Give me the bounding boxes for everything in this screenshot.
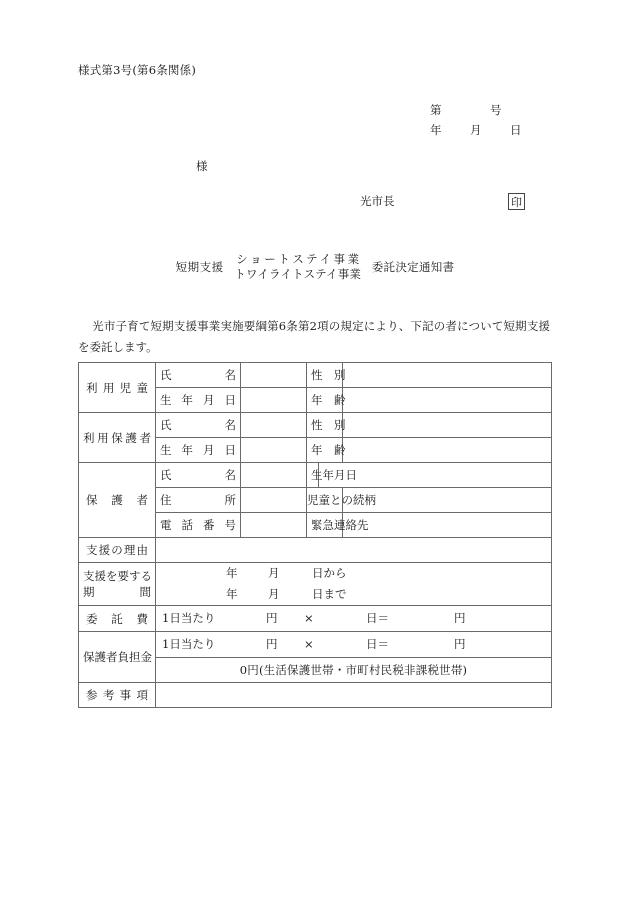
label-support-period-line1: 支援を要する [83, 569, 152, 583]
addressee-honorific: 様 [196, 159, 208, 173]
guardian-fee-formula [156, 632, 551, 657]
guardian-fee-exemption-note: 0円(生活保護世帯・市町村民税非課税世帯) [156, 658, 552, 683]
guardian-fee-yen-total: 円 [454, 637, 466, 651]
form-table [78, 362, 552, 708]
label-guardian-emergency-text: 緊急連絡先 [311, 518, 369, 532]
label-guardian-fee [79, 632, 156, 683]
value-support-period[interactable] [156, 563, 552, 606]
label-child-birth [156, 388, 241, 413]
label-support-period [79, 563, 156, 606]
label-guardian-address [156, 488, 241, 513]
label-child-gender [307, 363, 346, 388]
commission-fee-times: × [304, 611, 314, 625]
seal-stamp-box: 印 [508, 193, 525, 210]
title-lead: 短期支援 [175, 260, 224, 274]
period-from-month: 月 [268, 566, 280, 580]
label-using-guardian-age [307, 438, 346, 463]
table-row-commission-fee [79, 606, 552, 632]
commission-fee-unit: 1日当たり [162, 611, 216, 625]
value-guardian-name[interactable] [241, 463, 307, 488]
commission-fee-yen-total: 円 [454, 611, 466, 625]
issuer-line [360, 193, 395, 209]
table-row-reason [79, 538, 552, 563]
value-commission-fee[interactable] [156, 606, 552, 632]
group-label-child [79, 363, 156, 413]
date-day-label: 日 [510, 123, 522, 137]
document-number-suffix: 号 [490, 103, 502, 117]
commission-fee-yen-first: 円 [266, 611, 278, 625]
value-guardian-phone[interactable] [241, 513, 307, 538]
label-using-guardian-gender-text: 性 別 [311, 418, 346, 432]
group-label-guardian [79, 463, 156, 538]
value-child-age[interactable] [343, 388, 552, 413]
group-label-using-guardian [79, 413, 156, 463]
label-using-guardian-age-text: 年 齢 [311, 443, 346, 457]
period-from-year: 年 [226, 566, 238, 580]
title-tail: 委託決定通知書 [371, 260, 455, 274]
label-guardian-birth-text: 生年月日 [311, 468, 357, 482]
guardian-fee-unit: 1日当たり [162, 637, 216, 651]
table-row-remarks [79, 683, 552, 708]
label-support-reason [79, 538, 156, 563]
value-using-guardian-gender[interactable] [343, 413, 552, 438]
table-row-period [79, 563, 552, 606]
guardian-fee-days-equals: 日＝ [366, 637, 389, 651]
commission-fee-formula [156, 606, 551, 631]
label-commission-fee [79, 606, 156, 632]
label-guardian-phone-text: 電話番号 [160, 518, 236, 532]
value-child-gender[interactable] [343, 363, 552, 388]
label-using-guardian-birth [156, 438, 241, 463]
label-child-age [307, 388, 346, 413]
label-guardian-name-text: 氏 名 [160, 468, 236, 482]
value-child-birth[interactable] [241, 388, 307, 413]
title-service-shortstay: ショートステイ事業 [236, 252, 362, 266]
label-using-guardian-name [156, 413, 241, 438]
label-guardian-name [156, 463, 241, 488]
label-remarks-text: 参考事項 [86, 688, 148, 702]
table-row-guardian-name [79, 463, 552, 488]
value-using-guardian-birth[interactable] [241, 438, 307, 463]
document-number-row [430, 100, 570, 120]
label-using-guardian-gender [307, 413, 346, 438]
period-from-row [156, 563, 551, 584]
label-support-period-line2: 期 間 [83, 585, 151, 599]
value-child-name[interactable] [241, 363, 307, 388]
period-to-month: 月 [268, 587, 280, 601]
label-using-guardian-name-text: 氏 名 [160, 418, 236, 432]
value-guardian-address[interactable] [241, 488, 307, 513]
document-date-row [430, 120, 570, 140]
period-to-row [156, 584, 551, 605]
group-label-guardian-text: 保護者 [86, 493, 148, 507]
title-service-stack [234, 252, 362, 282]
title-service-twilightstay: トワイライトステイ事業 [234, 267, 362, 281]
label-child-birth-text: 生年月日 [160, 393, 236, 407]
label-guardian-relation-text: 児童との続柄 [307, 493, 376, 507]
label-support-reason-text: 支援の理由 [86, 543, 148, 557]
period-to-year: 年 [226, 587, 238, 601]
document-number-block [430, 100, 570, 140]
label-child-age-text: 年 齢 [311, 393, 346, 407]
value-using-guardian-age[interactable] [343, 438, 552, 463]
value-support-reason[interactable] [156, 538, 552, 563]
value-guardian-fee[interactable] [156, 632, 552, 658]
label-guardian-address-text: 住 所 [160, 493, 236, 507]
table-row-using-guardian-name [79, 413, 552, 438]
label-child-name [156, 363, 241, 388]
label-guardian-emergency [307, 513, 369, 538]
date-year-label: 年 [430, 123, 442, 137]
commission-fee-days-equals: 日＝ [366, 611, 389, 625]
label-commission-fee-text: 委託費 [86, 611, 148, 626]
form-code: 様式第3号(第6条関係) [78, 63, 197, 77]
label-guardian-phone [156, 513, 241, 538]
paragraph-text: 光市子育て短期支援事業実施要綱第6条第2項の規定により、下記の者について短期支援を委託します。 [78, 319, 550, 354]
label-guardian-birth [307, 463, 357, 488]
date-month-label: 月 [470, 123, 482, 137]
table-row-child-name [79, 363, 552, 388]
value-remarks[interactable] [156, 683, 552, 708]
period-to-day: 日まで [312, 587, 347, 601]
value-guardian-emergency[interactable] [343, 513, 552, 538]
guardian-fee-times: × [304, 637, 314, 651]
label-remarks [79, 683, 156, 708]
document-title [0, 252, 630, 282]
label-using-guardian-birth-text: 生年月日 [160, 443, 236, 457]
period-from-day: 日から [312, 566, 347, 580]
table-row-guardian-fee [79, 632, 552, 658]
body-paragraph [78, 316, 550, 358]
label-child-gender-text: 性 別 [311, 368, 346, 382]
label-child-name-text: 氏 名 [160, 368, 236, 382]
group-label-using-guardian-text: 利用保護者 [83, 430, 151, 445]
issuer-name: 光市長 [360, 194, 395, 208]
label-guardian-fee-text: 保護者負担金 [83, 650, 152, 664]
label-guardian-relation [307, 488, 376, 513]
group-label-child-text: 利用児童 [86, 380, 148, 395]
value-using-guardian-name[interactable] [241, 413, 307, 438]
document-number-label: 第 [430, 103, 442, 117]
guardian-fee-yen-first: 円 [266, 637, 278, 651]
